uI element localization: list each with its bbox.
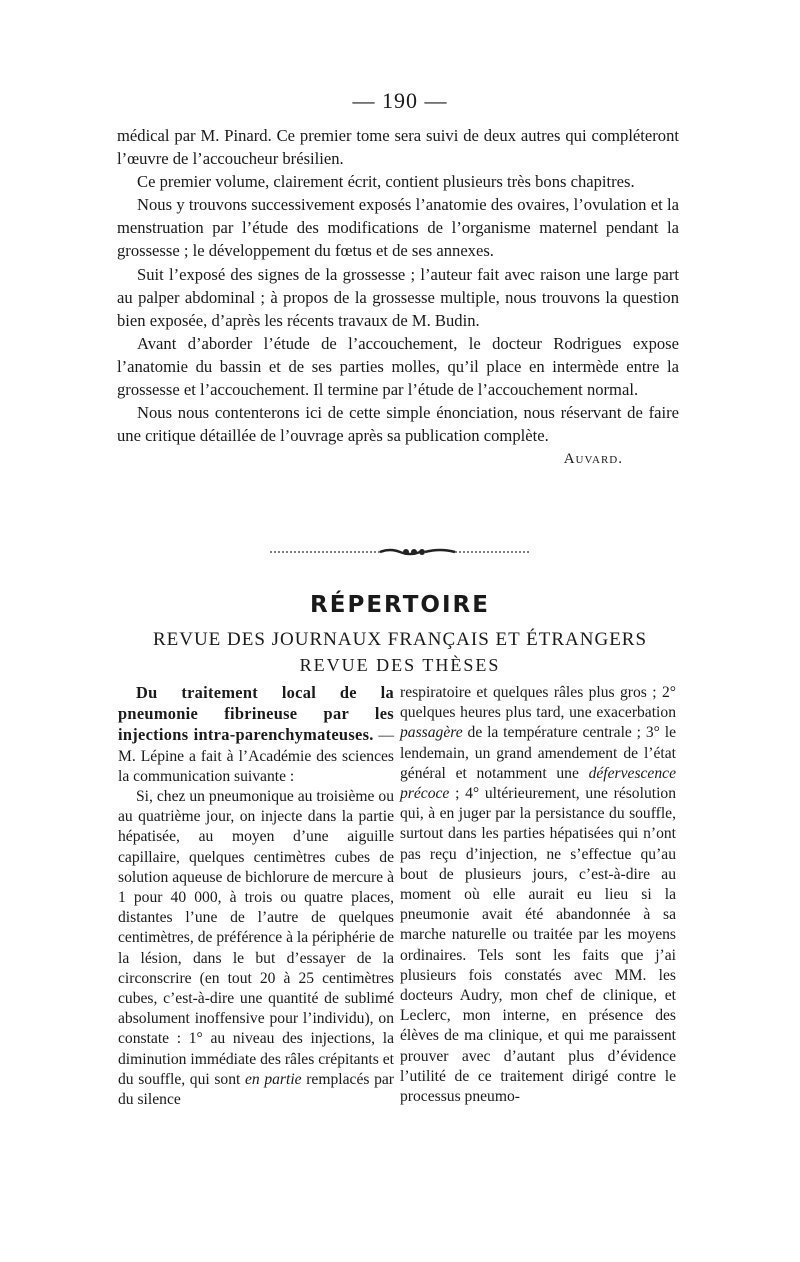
article-title: Du traitement local de la pneumonie fibrineuse par les injections intra-parenchymateuses. — [118, 683, 394, 745]
article-column-right — [400, 683, 676, 1107]
ornamental-divider — [230, 546, 570, 558]
paragraph: Suit l’exposé des signes de la grossesse ; l’auteur fait avec raison une large part au palper abdominal ; à propos de la grossesse multiple, nous trouvons la question bien exposée, d’après les récents travaux de M. Budin. — [117, 264, 679, 330]
article-intro — [118, 683, 394, 787]
body-text: ; 4° ultérieurement, une résolution qui, à en juger par la persistance du souffle, surtout dans les parties hépatisées qui n’ont pas reçu d’injection, ne s’effectue qu’au bout de plusieurs jours, c’est-à-dire au moment où elle aurait eu lieu si la pneumonie avait été abandonnée à sa marche naturelle ou traitée par les moyens ordinaires. Tels sont les faits que j’ai plusieurs fois constatés avec MM. les docteurs Audry, mon chef de clinique, et Leclerc, mon interne, en présence des élèves de ma clinique, et qui me paraissent prouver avec d’autant plus d’évidence l’utilité de ce traitement dirigé contre le processus pneumo- — [400, 785, 676, 1106]
body-text: respiratoire et quelques râles plus gros ; 2° quelques heures plus tard, une exacerbation — [400, 684, 676, 722]
section-title: RÉPERTOIRE — [310, 592, 490, 618]
paragraph: Nous y trouvons successivement exposés l’anatomie des ovaires, l’ovulation et la menstruation par l’étude des modifications de l’organisme maternel pendant la grossesse ; le développement du fœtus et de ses annexes. — [117, 195, 679, 261]
page-number: — 190 — — [352, 88, 448, 113]
section-subtitle-theses: REVUE DES THÈSES — [299, 655, 501, 675]
body-text: de la température centrale ; 3° le lendemain, un grand amendement de l’état général et notamment une — [400, 724, 676, 782]
paragraph: Nous nous contenterons ici de cette simple énonciation, nous réservant de faire une critique détaillée de l’ouvrage après sa publication complète. — [117, 403, 679, 446]
paragraph: Avant d’aborder l’étude de l’accouchement, le docteur Rodrigues expose l’anatomie du bassin et de ses parties molles, qu’il place en intermède entre la grossesse et l’accouchement. Il termine par l’étude de l’accouchement normal. — [117, 333, 679, 400]
article-body-right — [400, 683, 676, 1107]
italic-text: passagère — [400, 724, 463, 742]
italic-text: défervescence précoce — [400, 764, 676, 803]
italic-text: en partie — [244, 1070, 302, 1088]
body-text: Si, chez un pneumonique au troisième ou au quatrième jour, on injecte dans la partie hépatisée, au moyen d’une aiguille capillaire, quelques centimètres cubes de solution aqueuse de bichlorure de mercure à 1 pour 40 000, à trois ou quatre places, distantes l’une de l’autre de quelques centimètres, de préférence à la périphérie de la lésion, dans le but d’essayer de la circonscrire (en tout 20 à 25 centimètres cubes, c’est-à-dire une quantité de sublimé absolument inoffensive pour l’individu), on constate : 1° au niveau des injections, la diminution immédiate des râles crépitants et du souffle, qui sont — [118, 788, 394, 1088]
author-signature: Auvard. — [563, 451, 623, 468]
intro-text — [117, 124, 679, 471]
article-lead: — M. Lépine a fait à l’Académie des sciences la communication suivante : — [118, 727, 394, 785]
paragraph: Ce premier volume, clairement écrit, contient plusieurs très bons chapitres. — [137, 172, 635, 192]
section-subtitle: REVUE DES JOURNAUX FRANÇAIS ET ÉTRANGERS — [152, 629, 648, 650]
body-text: remplacés par du silence — [118, 1070, 394, 1109]
article-body-left — [118, 787, 394, 1110]
article-column-left — [118, 683, 394, 1110]
paragraph: médical par M. Pinard. Ce premier tome sera suivi de deux autres qui compléteront l’œuvre de l’accoucheur brésilien. — [117, 126, 679, 169]
